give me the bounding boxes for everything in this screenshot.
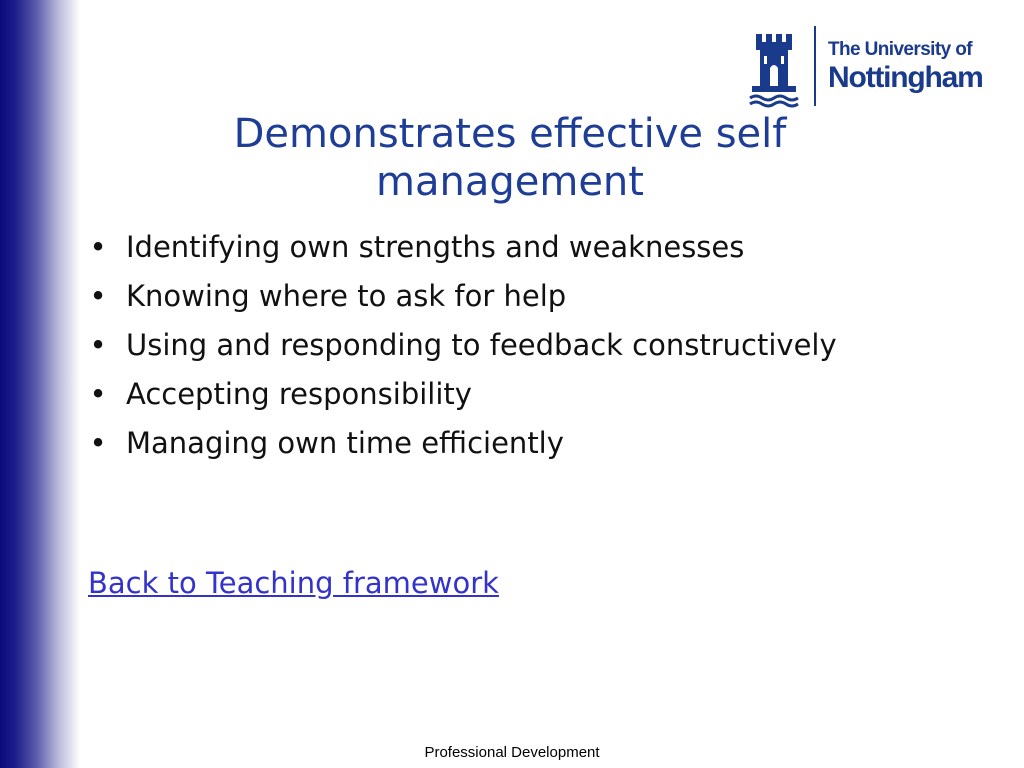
bullet-list xyxy=(88,228,908,473)
bullet-item xyxy=(88,375,908,414)
logo-wordmark xyxy=(828,40,983,93)
logo-divider xyxy=(814,26,816,106)
bullet-icon: • xyxy=(89,377,107,411)
bullet-icon: • xyxy=(89,279,107,313)
back-to-teaching-framework-link[interactable]: Back to Teaching framework xyxy=(88,566,499,600)
slide-title: Demonstrates effective self management xyxy=(233,111,787,205)
logo-line-2: Nottingham xyxy=(828,60,983,94)
castle-crest-icon xyxy=(748,24,800,108)
bullet-item xyxy=(88,326,908,365)
bullet-icon: • xyxy=(89,230,107,264)
logo-line-1: The University of xyxy=(828,38,972,60)
university-logo xyxy=(748,24,1004,108)
bullet-icon: • xyxy=(89,328,107,362)
bullet-text: Managing own time efficiently xyxy=(126,426,564,460)
bullet-item xyxy=(88,424,908,463)
bullet-text: Using and responding to feedback constructively xyxy=(126,328,837,362)
bullet-item xyxy=(88,228,908,267)
slide-footer: Professional Development xyxy=(424,744,600,761)
bullet-text: Identifying own strengths and weaknesses xyxy=(126,230,745,264)
bullet-text: Accepting responsibility xyxy=(126,377,472,411)
bullet-icon: • xyxy=(89,426,107,460)
bullet-item xyxy=(88,277,908,316)
side-gradient-band xyxy=(0,0,80,768)
bullet-text: Knowing where to ask for help xyxy=(126,279,567,313)
